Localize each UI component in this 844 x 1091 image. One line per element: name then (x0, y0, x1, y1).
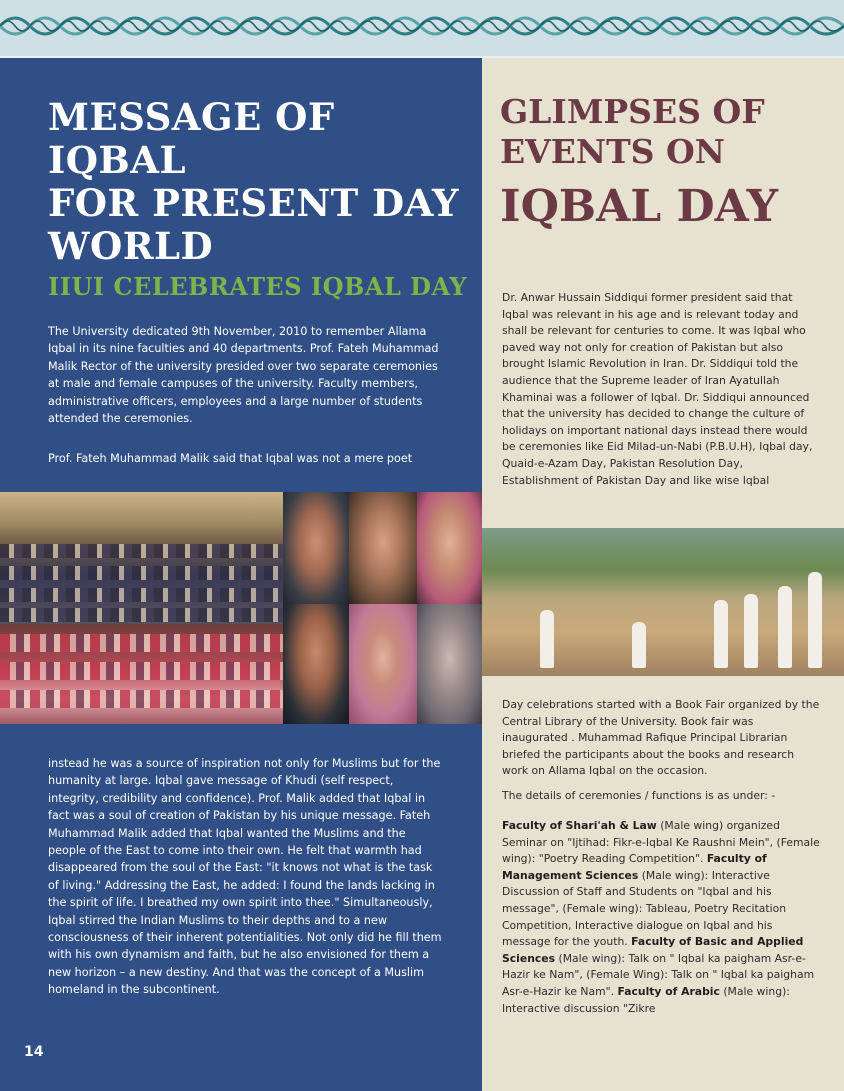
photo-audience-male (0, 492, 283, 624)
photo-audience-female (0, 624, 283, 724)
faculty-arabic-heading: Faculty of Arabic (617, 984, 720, 998)
photo-speaker-2 (349, 492, 417, 604)
faculty-sharia-text: (Male wing) organized Seminar on "Ijtihad: Fikr-e-Iqbal Ke Raushni Mein", (Female wing): "Poetry Reading Competition". (502, 819, 820, 866)
decorative-header-band (0, 0, 844, 58)
faculty-management-text: (Male wing): Interactive Discussion of Staff and Students on "Iqbal and his message", (Female wing): Tableau, Poetry Recitation Competition, Interactive dialogue on Iqbal and his message for the youth. (502, 868, 787, 949)
article-title-line-3: WORLD (48, 224, 214, 268)
faculty-management-heading: Faculty of Management Sciences (502, 852, 767, 882)
faculty-basic-sciences-heading: Faculty of Basic and Applied Sciences (502, 935, 804, 965)
article-title-line-2: FOR PRESENT DAY (48, 181, 459, 225)
photo-speaker-6 (417, 604, 482, 724)
photo-speaker-1 (283, 492, 349, 604)
photo-outdoor-event (482, 528, 844, 676)
right-title (500, 92, 778, 234)
left-paragraph-3: instead he was a source of inspiration not only for Muslims but for the humanity at large. Iqbal gave message of Khudi (self respect, integrity, credibility and confidence). Prof. Malik added that Iqbal in fact was a soul of creation of Pakistan by his unique message. Fateh Muhammad Malik added that Iqbal wanted the Muslims and the people of the East to come into their own. He felt that warmth had disappeared from the soul of the East: "it knows not what is the task of living." Addressing the East, he added: I found the lands lacking in the spirit of life. I breathed my own spirit into thee." Simultaneously, Iqbal stirred the Indian Muslims to their depths and to a new consciousness of their inherent potentialities. Not only did he fill them with his own dynamism and faith, but he also envisioned for them a new horizon – a new destiny. And that was the concept of a Muslim homeland in the subcontinent. (48, 757, 442, 997)
faculty-basic-sciences-text: (Male wing): Talk on " Iqbal ka paigham Asr-e-Hazir ke Nam", (Female Wing): Talk on " Iqbal ka paigham Asr-e-Hazir ke Nam". (502, 951, 815, 998)
article-subtitle: IIUI CELEBRATES IQBAL DAY (48, 272, 468, 301)
photo-speaker-4 (283, 604, 349, 724)
ornament-pattern-icon (0, 8, 844, 44)
page-number: 14 (24, 1044, 44, 1060)
right-title-line-2: EVENTS ON (500, 132, 725, 171)
photo-speaker-5 (349, 604, 417, 724)
right-title-line-3: IQBAL DAY (500, 181, 779, 232)
right-paragraph-4 (502, 818, 820, 1017)
right-title-line-1: GLIMPSES OF (500, 92, 765, 131)
right-paragraph-3: The details of ceremonies / functions is as under: - (502, 789, 776, 802)
left-paragraph-1: The University dedicated 9th November, 2010 to remember Allama Iqbal in its nine faculties and 40 departments. Prof. Fateh Muhammad Malik Rector of the university presided over two separate ceremonies at male and female campuses of the university. Faculty members, administrative officers, employees and a large number of students attended the ceremonies. (48, 325, 439, 426)
article-title (48, 96, 468, 268)
article-title-line-1: MESSAGE OF IQBAL (48, 95, 335, 182)
faculty-arabic-text: (Male wing): Interactive discussion "Zikre (502, 984, 790, 1015)
right-paragraph-1: Dr. Anwar Hussain Siddiqui former president said that Iqbal was relevant in his age and is relevant today and shall be relevant for centuries to come. It was Iqbal who paved way not only for creation of Pakistan but also brought Islamic Revolution in Iran. Dr. Siddiqui told the audience that the Supreme leader of Iran Ayatullah Khaminai was a follower of Iqbal. Dr. Siddiqui announced that the university has decided to change the culture of holidays on important national days instead there would be ceremonies like Eid Milad-un-Nabi (P.B.U.H), Iqbal day, Quaid-e-Azam Day, Pakistan Resolution Day, Establishment of Pakistan Day and like wise Iqbal (502, 291, 813, 487)
right-paragraph-2: Day celebrations started with a Book Fair organized by the Central Library of the University. Book fair was inaugurated . Muhammad Rafique Principal Librarian briefed the participants about the books and research work on Allama Iqbal on the occasion. (502, 698, 820, 778)
photo-speaker-3 (417, 492, 482, 604)
left-paragraph-2: Prof. Fateh Muhammad Malik said that Iqbal was not a mere poet (48, 452, 413, 465)
faculty-sharia-heading: Faculty of Shari'ah & Law (502, 819, 657, 832)
